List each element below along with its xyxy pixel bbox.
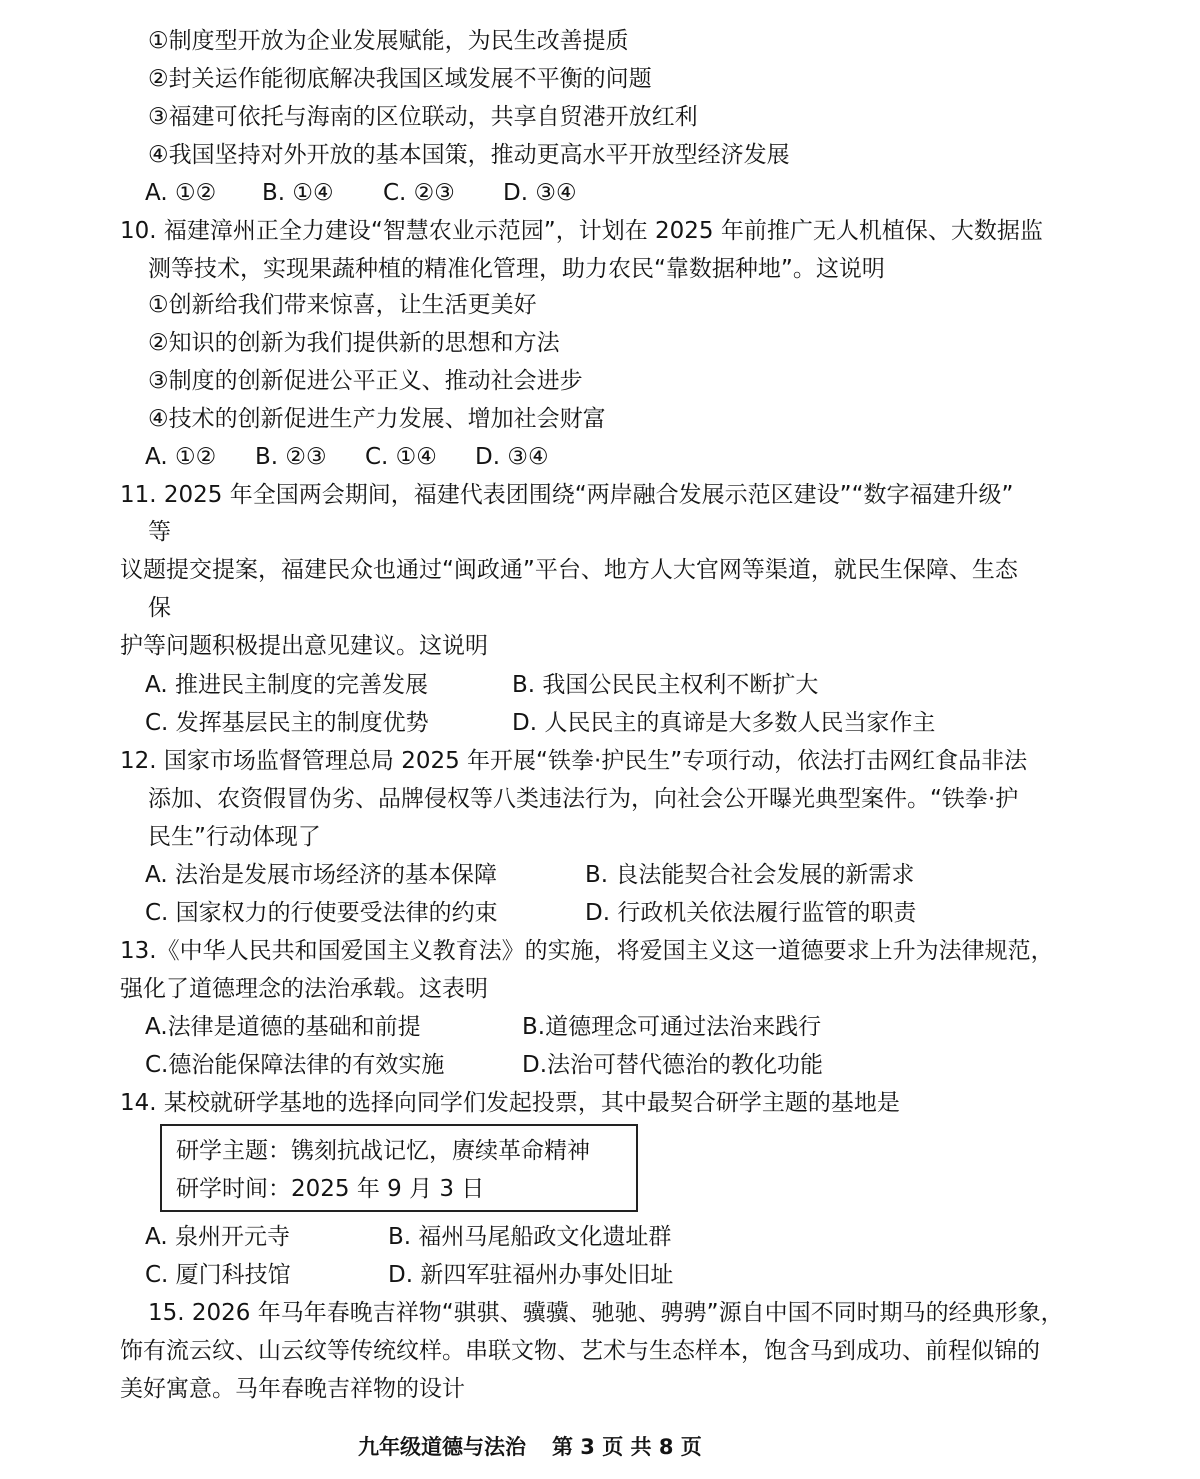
q13-stem-line-2: 强化了道德理念的法治承载。这表明	[120, 976, 488, 1002]
q11-choice-a: A. 推进民主制度的完善发展	[145, 672, 428, 698]
q12-choice-a: A. 法治是发展市场经济的基本保障	[145, 862, 497, 888]
q15-stem-line-1: 15. 2026 年马年春晚吉祥物“骐骐、骥骥、驰驰、骋骋”源自中国不同时期马的经典形象，	[148, 1300, 1064, 1326]
q12-choice-c: C. 国家权力的行使要受法律的约束	[145, 900, 498, 926]
q11-choice-d: D. 人民民主的真谛是大多数人民当家作主	[512, 710, 936, 736]
q11-stem-line-4: 保	[148, 595, 171, 621]
q10-option-4: ④技术的创新促进生产力发展、增加社会财富	[148, 406, 606, 432]
q11-stem-line-3: 议题提交提案，福建民众也通过“闽政通”平台、地方人大官网等渠道，就民生保障、生态	[120, 557, 1018, 583]
q10-option-3: ③制度的创新促进公平正义、推动社会进步	[148, 368, 583, 394]
q12-stem-line-2: 添加、农资假冒伪劣、品牌侵权等八类违法行为，向社会公开曝光典型案件。“铁拳·护	[148, 786, 1019, 812]
q12-choice-b: B. 良法能契合社会发展的新需求	[585, 862, 915, 888]
q13-choice-a: A.法律是道德的基础和前提	[145, 1014, 421, 1040]
q13-choice-d: D.法治可替代德治的教化功能	[522, 1052, 824, 1078]
q10-option-2: ②知识的创新为我们提供新的思想和方法	[148, 330, 560, 356]
q14-stem: 14. 某校就研学基地的选择向同学们发起投票，其中最契合研学主题的基地是	[120, 1090, 900, 1116]
q12-choice-d: D. 行政机关依法履行监管的职责	[585, 900, 917, 926]
q13-stem-line-1: 13.《中华人民共和国爱国主义教育法》的实施，将爱国主义这一道德要求上升为法律规范，	[120, 938, 1054, 964]
q9-option-2: ②封关运作能彻底解决我国区域发展不平衡的问题	[148, 66, 652, 92]
q14-box-time: 研学时间：2025 年 9 月 3 日	[176, 1176, 485, 1202]
q11-stem-line-5: 护等问题积极提出意见建议。这说明	[120, 633, 488, 659]
q14-box-theme: 研学主题：镌刻抗战记忆，赓续革命精神	[176, 1138, 590, 1164]
q11-choice-c: C. 发挥基层民主的制度优势	[145, 710, 429, 736]
q14-choice-c: C. 厦门科技馆	[145, 1262, 291, 1288]
q13-choice-b: B.道德理念可通过法治来践行	[522, 1014, 822, 1040]
q10-stem-line-1: 10. 福建漳州正全力建设“智慧农业示范园”，计划在 2025 年前推广无人机植保、大数据监	[120, 218, 1043, 244]
q15-stem-line-3: 美好寓意。马年春晚吉祥物的设计	[120, 1376, 465, 1402]
q10-choice-c: C. ①④	[365, 444, 437, 470]
q9-choice-b: B. ①④	[262, 180, 334, 206]
q10-choice-a: A. ①②	[145, 444, 217, 470]
q9-option-3: ③福建可依托与海南的区位联动，共享自贸港开放红利	[148, 104, 698, 130]
q13-choice-c: C.德治能保障法律的有效实施	[145, 1052, 445, 1078]
q14-choice-a: A. 泉州开元寺	[145, 1224, 290, 1250]
q10-choice-d: D. ③④	[475, 444, 549, 470]
q14-info-box	[160, 1124, 638, 1212]
q15-stem-line-2: 饰有流云纹、山云纹等传统纹样。串联文物、艺术与生态样本，饱含马到成功、前程似锦的	[120, 1338, 1040, 1364]
q10-option-1: ①创新给我们带来惊喜，让生活更美好	[148, 292, 537, 318]
q10-choice-b: B. ②③	[255, 444, 327, 470]
q14-choice-b: B. 福州马尾船政文化遗址群	[388, 1224, 672, 1250]
q12-stem-line-3: 民生”行动体现了	[148, 824, 321, 850]
q11-stem-line-1: 11. 2025 年全国两会期间，福建代表团围绕“两岸融合发展示范区建设”“数字福建升级”	[120, 482, 1014, 508]
q11-stem-line-2: 等	[148, 519, 171, 545]
footer-subject: 九年级道德与法治	[358, 1435, 526, 1459]
q14-choice-d: D. 新四军驻福州办事处旧址	[388, 1262, 674, 1288]
q11-choice-b: B. 我国公民民主权利不断扩大	[512, 672, 819, 698]
q9-choice-c: C. ②③	[383, 180, 455, 206]
footer-page-number: 第 3 页 共 8 页	[552, 1435, 702, 1459]
q10-stem-line-2: 测等技术，实现果蔬种植的精准化管理，助力农民“靠数据种地”。这说明	[148, 256, 885, 282]
page-footer	[358, 1432, 728, 1462]
q9-option-1: ①制度型开放为企业发展赋能，为民生改善提质	[148, 28, 629, 54]
q9-choice-a: A. ①②	[145, 180, 217, 206]
q9-option-4: ④我国坚持对外开放的基本国策，推动更高水平开放型经济发展	[148, 142, 790, 168]
q12-stem-line-1: 12. 国家市场监督管理总局 2025 年开展“铁拳·护民生”专项行动，依法打击网红食品非法	[120, 748, 1028, 774]
q9-choice-d: D. ③④	[503, 180, 577, 206]
